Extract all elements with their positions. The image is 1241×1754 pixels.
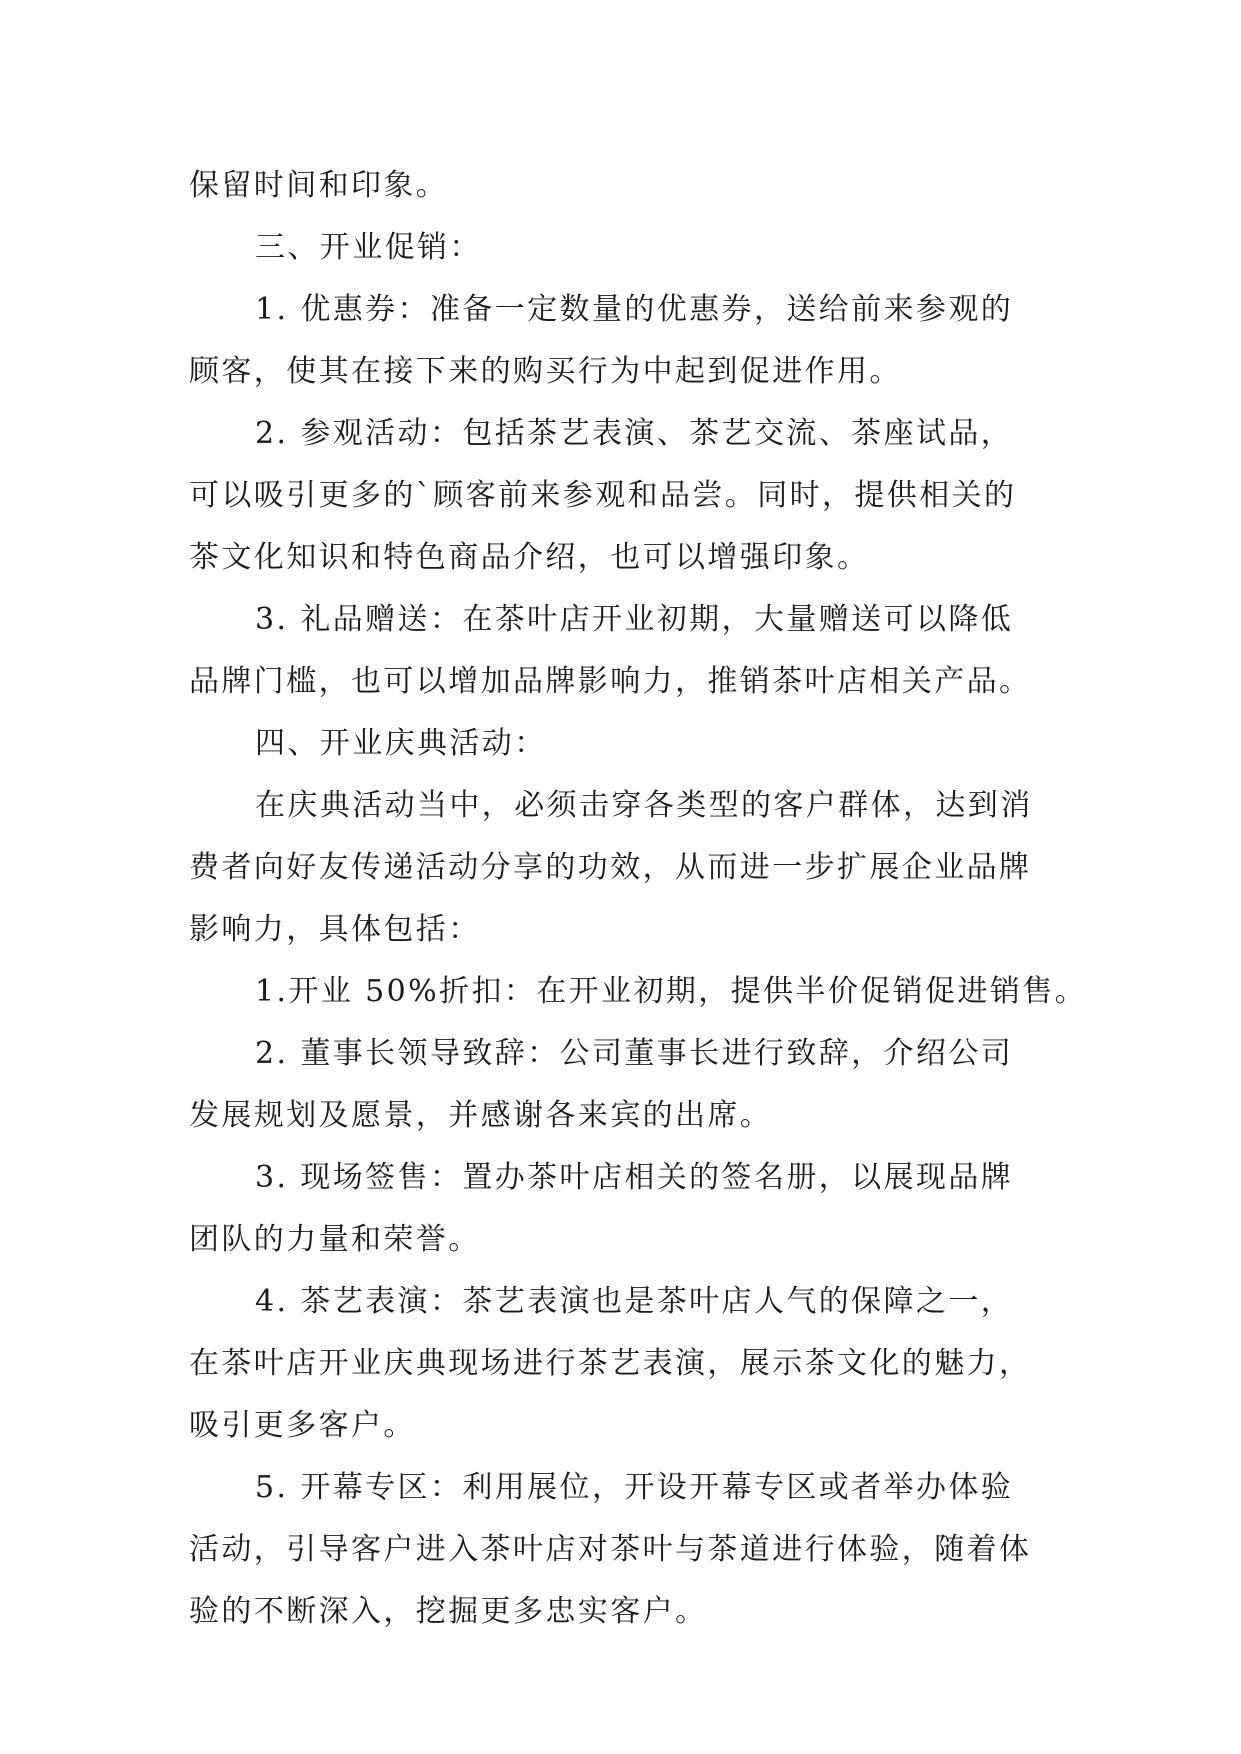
text-line: 保留时间和印象。 [189, 168, 449, 203]
text-line: 1.开业 50%折扣：在开业初期，提供半价促销促进销售。 [255, 974, 1088, 1009]
text-line: 3. 现场签售：置办茶叶店相关的签名册，以展现品牌 [255, 1160, 1014, 1195]
text-line: 验的不断深入，挖掘更多忠实客户。 [189, 1594, 708, 1629]
text-line: 顾客，使其在接下来的购买行为中起到促进作用。 [189, 354, 902, 389]
text-line: 在庆典活动当中，必须击穿各类型的客户群体，达到消 [255, 788, 1033, 823]
document-body [189, 155, 1088, 1643]
text-line: 四、开业庆典活动： [255, 726, 547, 761]
text-line: 三、开业促销： [255, 230, 482, 265]
text-line: 4. 茶艺表演：茶艺表演也是茶叶店人气的保障之一， [255, 1284, 1014, 1319]
text-line: 可以吸引更多的`顾客前来参观和品尝。同时，提供相关的 [189, 478, 1017, 513]
text-line: 5. 开幕专区：利用展位，开设开幕专区或者举办体验 [255, 1470, 1014, 1505]
text-line: 2. 参观活动：包括茶艺表演、茶艺交流、茶座试品， [255, 416, 1014, 451]
text-line: 费者向好友传递活动分享的功效，从而进一步扩展企业品牌 [189, 850, 1032, 885]
text-line: 发展规划及愿景，并感谢各来宾的出席。 [189, 1098, 773, 1133]
text-line: 品牌门槛，也可以增加品牌影响力，推销茶叶店相关产品。 [189, 664, 1032, 699]
text-line: 3. 礼品赠送：在茶叶店开业初期，大量赠送可以降低 [255, 602, 1014, 637]
text-line: 茶文化知识和特色商品介绍，也可以增强印象。 [189, 540, 870, 575]
text-line: 1. 优惠券：准备一定数量的优惠券，送给前来参观的 [255, 292, 1014, 327]
text-line: 在茶叶店开业庆典现场进行茶艺表演，展示茶文化的魅力， [189, 1346, 1032, 1381]
text-line: 影响力，具体包括： [189, 912, 481, 947]
text-line: 2. 董事长领导致辞：公司董事长进行致辞，介绍公司 [255, 1036, 1014, 1071]
text-line: 吸引更多客户。 [189, 1408, 416, 1443]
text-line: 活动，引导客户进入茶叶店对茶叶与茶道进行体验，随着体 [189, 1532, 1032, 1567]
text-line: 团队的力量和荣誉。 [189, 1222, 481, 1257]
